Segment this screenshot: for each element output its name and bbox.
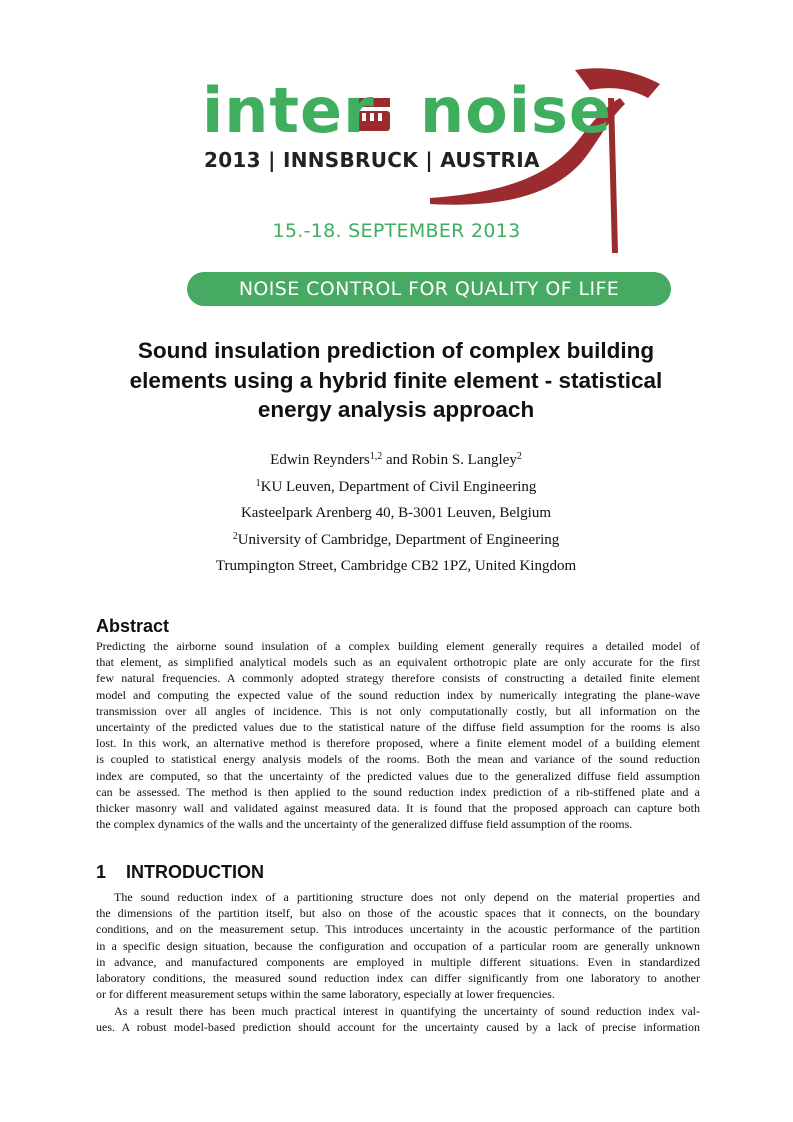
text-line: in advance, and manufactured components are employed in multiple different situations. Even in standardized: [96, 954, 700, 969]
introduction-heading: [96, 862, 264, 883]
abstract-heading: Abstract: [96, 616, 170, 636]
title-line: Sound insulation prediction of complex building: [137, 338, 655, 363]
affiliation-line: $^2$University of Cambridge, Department of Engineering: [232, 530, 560, 548]
text-line: ues. A robust model-based prediction should account for the uncertainty caused by a lack of precise information: [96, 1020, 700, 1035]
author-name: Edwin Reynders: [270, 452, 370, 468]
author-affiliation-mark: 2: [516, 451, 522, 462]
text-line: thicker masonry wall and validated against measured data. It is found that the proposed approach can capture both: [96, 801, 700, 816]
conference-location: 2013 | INNSBRUCK | AUSTRIA: [204, 148, 540, 172]
text-line: laboratory conditions, the measured sound reduction index can differ significantly from one laboratory to another: [96, 971, 700, 986]
text-line: The sound reduction index of a partitioning structure does not only depend on the material properties and: [114, 890, 700, 904]
abstract-body: [96, 638, 700, 832]
logo-word-inter: inter: [202, 74, 375, 147]
text-line: in a specific design situation, because the configuration and occupation of a particular room are generally unknown: [96, 938, 700, 953]
affiliation-mark: 2: [232, 530, 238, 542]
text-line: is coupled to statistical energy analysis models of the rooms. Both the mean and variance of the sound reduction: [96, 752, 700, 767]
introduction-paragraph: [96, 889, 700, 1002]
affiliation-line: $^1$KU Leuven, Department of Civil Engineering: [255, 477, 537, 495]
introduction-paragraph: [96, 1003, 700, 1035]
logo-word-noise: noise: [420, 74, 612, 147]
text-line: transmission over all angles of incidence. This is not only computationally costly, but all information on the: [96, 703, 700, 718]
text-line: uncertainty of the predicted values due to the statistical nature of the diffuse field assumption for the rooms is also: [96, 720, 700, 735]
author-line: [96, 447, 696, 474]
affiliation-address: Kasteelpark Arenberg 40, B-3001 Leuven, Belgium: [240, 505, 552, 521]
author-affiliation-mark: 1,2: [369, 451, 383, 462]
text-line: that element, as simplified analytical models such as an equivalent orthotropic plate are only accurate for the first: [96, 655, 700, 670]
text-line: few natural frequencies. A commonly adopted strategy therefore consists of constructing a detailed finite element: [96, 671, 700, 686]
affiliation-mark: 1: [255, 477, 261, 489]
section-number: 1: [96, 862, 107, 882]
paper-title: [96, 336, 696, 425]
title-line: elements using a hybrid finite element - statistical: [129, 367, 663, 393]
text-line: the dimensions of the partition itself, but also on those of the acoustic spaces that it connects, on the boundary: [96, 906, 700, 921]
conference-dates: 15.-18. SEPTEMBER 2013: [272, 220, 521, 242]
title-line: energy analysis approach: [257, 397, 535, 422]
affiliation-address: Trumpington Street, Cambridge CB2 1PZ, United Kingdom: [215, 558, 577, 574]
text-line: the complex dynamics of the walls and the uncertainty of the generalized diffuse field assumption of the rooms.: [96, 817, 633, 832]
text-line: model and computing the expected value of the sound reduction index by numerically integrating the plane-wave: [96, 687, 700, 702]
text-line: conditions, and on the measurement setup. This introduces uncertainty in the acoustic performance of the partition: [96, 922, 700, 937]
author-name: and Robin S. Langley: [382, 452, 517, 468]
text-line: or for different measurement setups within the same laboratory, especially at lower frequencies.: [96, 987, 555, 1002]
text-line: lost. In this work, an alternative method is therefore proposed, where a finite element model of a building element: [96, 736, 700, 751]
text-line: As a result there has been much practical interest in quantifying the uncertainty of sound reduction index val-: [114, 1004, 700, 1018]
author-block: [96, 447, 696, 580]
text-line: can be assessed. The method is then applied to the sound reduction index prediction of a rib-stiffened plate and a: [96, 784, 700, 799]
section-title: INTRODUCTION: [126, 862, 265, 882]
conference-motto-banner: NOISE CONTROL FOR QUALITY OF LIFE: [187, 272, 671, 306]
text-line: Predicting the airborne sound insulation of a complex building element generally requires a detailed model of: [96, 639, 700, 653]
text-line: index are computed, so that the uncertainty of the predicted values due to the generalized diffuse field assumption: [96, 768, 700, 783]
